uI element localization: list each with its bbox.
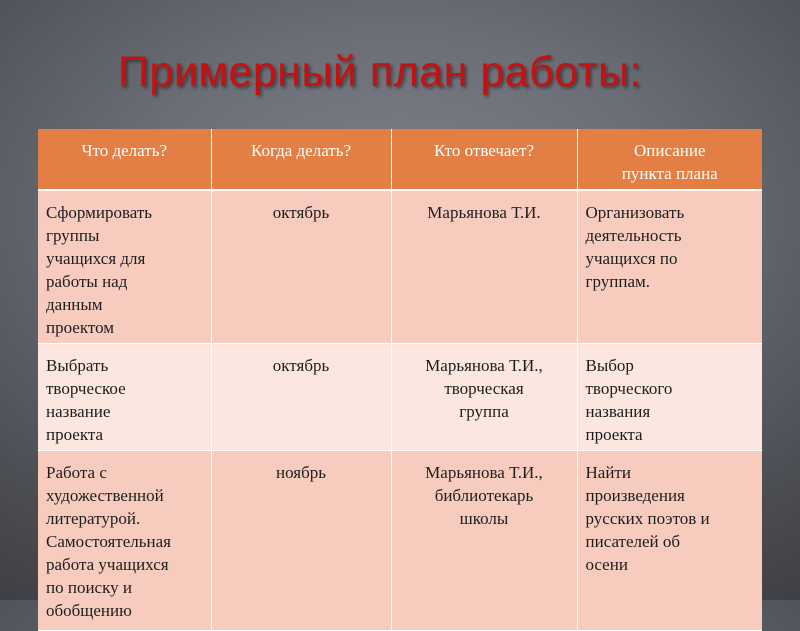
- table-row: [38, 344, 762, 451]
- header-who-responsible: Кто отвечает?: [391, 129, 577, 190]
- cell-responsible: Марьянова Т.И.: [391, 190, 577, 344]
- slide-title: Примерный план работы:: [118, 48, 642, 96]
- header-when-to-do: Когда делать?: [211, 129, 391, 190]
- cell-task: Выбрать творческое название проекта: [38, 344, 211, 451]
- table-row: [38, 451, 762, 631]
- cell-when: октябрь: [211, 344, 391, 451]
- table-row: [38, 190, 762, 344]
- cell-responsible: Марьянова Т.И., творческая группа: [391, 344, 577, 451]
- cell-when: октябрь: [211, 190, 391, 344]
- header-what-to-do: Что делать?: [38, 129, 211, 190]
- cell-description: Найти произведения русских поэтов и писателей об осени: [577, 451, 762, 631]
- cell-responsible: Марьянова Т.И., библиотекарь школы: [391, 451, 577, 631]
- work-plan-table: [38, 129, 762, 631]
- table-header-row: [38, 129, 762, 190]
- cell-description: Организовать деятельность учащихся по группам.: [577, 190, 762, 344]
- cell-task: Работа с художественной литературой. Самостоятельная работа учащихся по поиску и обобщению: [38, 451, 211, 631]
- cell-task: Сформировать группы учащихся для работы над данным проектом: [38, 190, 211, 344]
- header-plan-description: Описание пункта плана: [577, 129, 762, 190]
- cell-description: Выбор творческого названия проекта: [577, 344, 762, 451]
- cell-when: ноябрь: [211, 451, 391, 631]
